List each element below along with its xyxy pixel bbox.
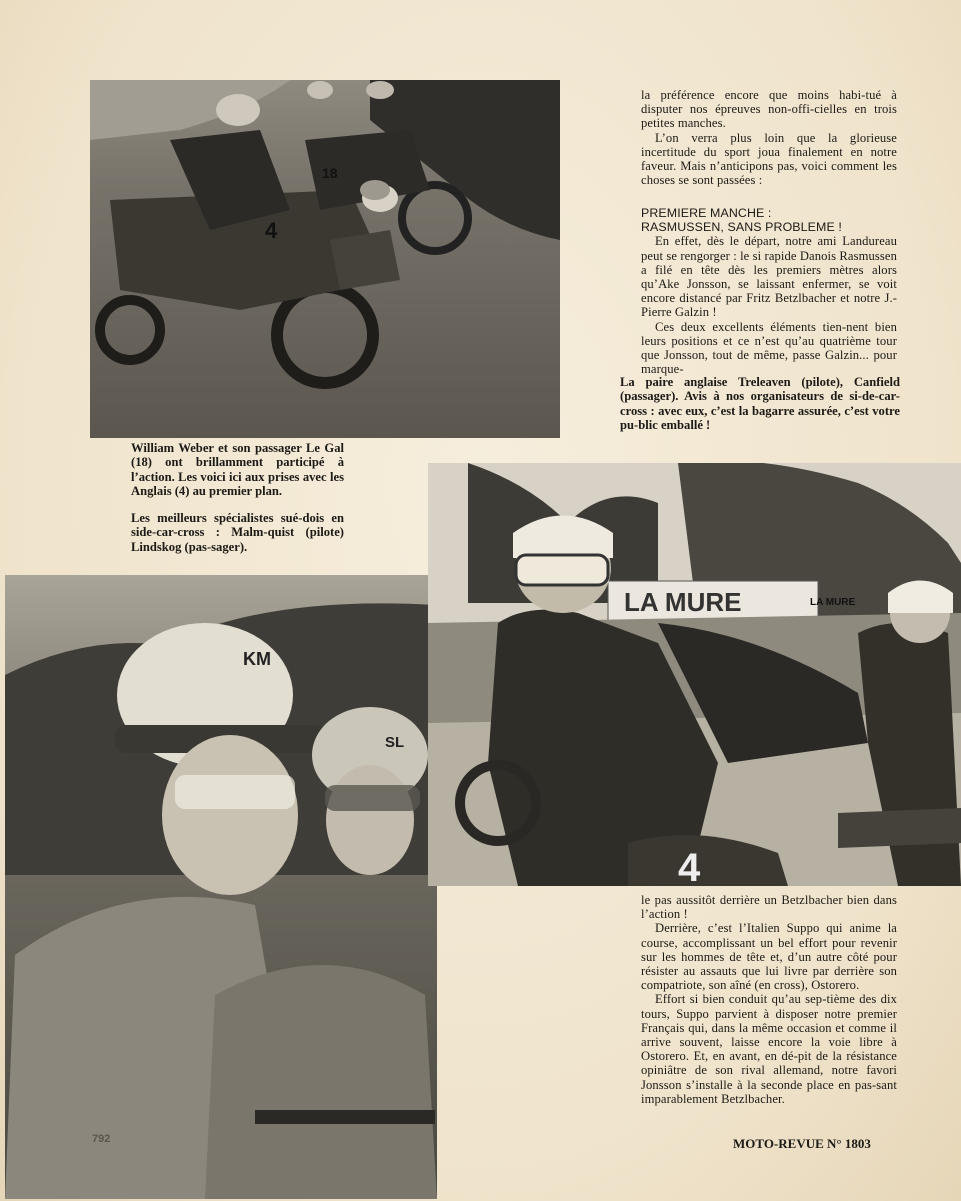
article-paragraph: le pas aussitôt derrière un Betzlbacher bien dans l’action ! [641, 893, 897, 922]
caption-malmquist-text: Les meilleurs spécialistes sué-dois en side-car-cross : Malm-quist (pilote) Lindskog (pas-sager). [131, 511, 344, 554]
article-paragraph: la préférence encore que moins habi-tué à disputer nos épreuves non-offi-cielles en trois petites manches. [641, 88, 897, 131]
bike-number-18: 18 [322, 165, 338, 181]
photo-swedish-riders [5, 575, 437, 1199]
magazine-footer: MOTO-REVUE N° 1803 [733, 1136, 871, 1151]
photo-english-pair [428, 463, 961, 886]
article-paragraph: L’on verra plus loin que la glorieuse incertitude du sport joua finalement en notre faveur. Mais n’anticipons pas, voici comment les choses se sont passées : [641, 130, 897, 188]
caption-weber [131, 441, 344, 554]
section-heading-line-2: RASMUSSEN, SANS PROBLEME ! [641, 220, 842, 235]
caption-treleaven [620, 375, 900, 432]
banner-la-mure-small: LA MURE [810, 597, 856, 608]
bike-number-4-bottom: 4 [678, 846, 701, 886]
article-paragraph: Ces deux excellents éléments tien-nent bien leurs positions et ce n’est qu’au quatrième tour que Jonsson, tout de même, passe Galzin... pour marque- [641, 319, 897, 377]
article-paragraph: En effet, dès le départ, notre ami Landureau peut se rengorger : le si rapide Danois Rasmussen a filé en tête dès les premiers mètres alors qu’Ake Jonsson, se laissant enfermer, se voit encore distancé par Fritz Betzlbacher et notre J.-Pierre Galzin ! [641, 234, 897, 320]
article-column-bottom [641, 893, 897, 1106]
banner-la-mure: LA MURE [624, 587, 742, 617]
helmet-km-text: KM [243, 649, 271, 669]
page-number: 792 [92, 1133, 111, 1145]
photo-sidecar-race [90, 80, 560, 438]
article-paragraph: Effort si bien conduit qu’au sep-tième des dix tours, Suppo parvient à disposer notre premier Français qui, dans la même occasion et comme il arrive souvent, laisse encore la voie libre à Ostorero. Et, en avant, en dé-pit de la résistance opiniâtre de son rival allemand, notre favori Jonsson s’installe à la seconde place en pas-sant imparablement Betzlbacher. [641, 992, 897, 1106]
caption-weber-text: William Weber et son passager Le Gal (18) ont brillamment participé à l’action. Les voici ici aux prises avec les Anglais (4) au premier plan. [131, 441, 344, 498]
article-column-top [641, 88, 897, 376]
article-paragraph: Derrière, c’est l’Italien Suppo qui anime la course, accomplissant un bel effort pour revenir sur les hommes de tête et, d’un autre côté pour résister au assauts que lui livre par derrière son compatriote, son aîné (en cross), Ostorero. [641, 921, 897, 993]
bike-number-4-top: 4 [265, 218, 278, 243]
caption-treleaven-text: La paire anglaise Treleaven (pilote), Canfield (passager). Avis à nos organisateurs de si-de-car-cross : avec eux, c’est la bagarre assurée, c’est votre pu-blic emballé ! [620, 375, 900, 432]
section-heading-line-1: PREMIERE MANCHE : [641, 206, 772, 221]
helmet-sl-text: SL [385, 734, 405, 751]
